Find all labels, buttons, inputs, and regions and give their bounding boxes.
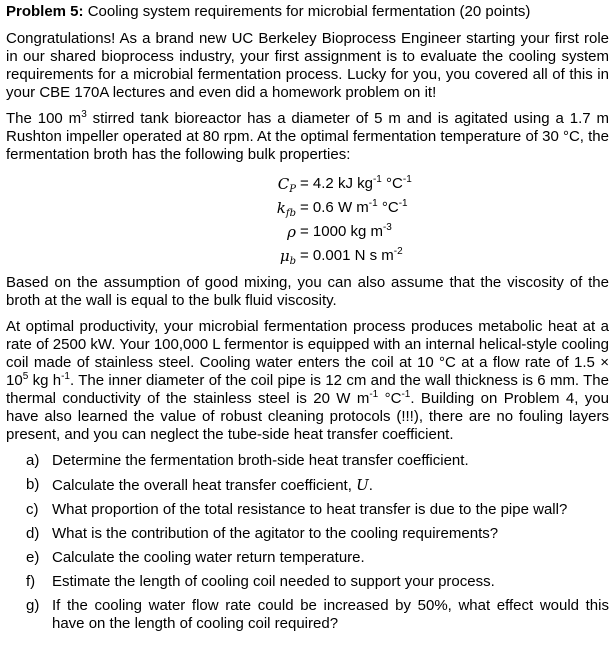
productivity-text-5: . Building on Problem 4, you have also learned the value of robust cleaning protocols (!!!), there are no fouling layers present, and you can neglect the tube-side heat transfer coefficient. <box>6 390 609 443</box>
question-tail: . <box>368 477 373 494</box>
question-label: f) <box>26 573 36 590</box>
property-symbol: ρ <box>287 223 296 241</box>
question-list <box>6 452 609 633</box>
question-label: e) <box>26 549 40 566</box>
question-text: Calculate the overall heat transfer coefficient, <box>52 477 357 494</box>
question-text: What proportion of the total resistance to heat transfer is due to the pipe wall? <box>52 501 568 518</box>
problem-heading <box>6 3 609 21</box>
question-label: b) <box>26 476 40 493</box>
question-text: Calculate the cooling water return temperature. <box>52 549 365 566</box>
question-f <box>6 573 609 591</box>
question-b <box>6 476 609 495</box>
productivity-text-1: At optimal productivity, your microbial fermentation process produces metabolic heat at a rate of 2500 kW. Your 100,000 L fermentor is equipped with an internal helical-style cooling coil made of stainless steel. Cooling water enters the coil at 10 °C at a flow rate of 1.5 × 10 <box>6 318 609 389</box>
property-density <box>6 220 609 244</box>
question-a <box>6 452 609 470</box>
question-e <box>6 549 609 567</box>
question-label: c) <box>26 501 39 518</box>
properties-list <box>6 172 609 268</box>
question-label: a) <box>26 452 40 469</box>
property-viscosity <box>6 244 609 268</box>
property-value: = 4.2 kJ $kg^{-1}$ $^\circ C^{-1}$ <box>300 174 412 192</box>
setup-sup-1: 3 <box>81 109 87 120</box>
question-text: What is the contribution of the agitator to the cooling requirements? <box>52 525 499 542</box>
property-value: = 1000 kg $m^{-3}$ <box>300 222 392 240</box>
question-g <box>6 597 609 633</box>
problem-title: Cooling system requirements for microbial fermentation (20 points) <box>83 3 531 20</box>
productivity-sup: -1 <box>369 389 379 400</box>
property-thermal-conductivity <box>6 196 609 220</box>
assumption-paragraph: Based on the assumption of good mixing, you can also assume that the viscosity of the broth at the wall is equal to the bulk fluid viscosity. <box>6 274 609 309</box>
setup-text-2: stirred tank bioreactor has a diameter of 5 m and is agitated using a 1.7 m Rushton impeller operated at 80 rpm. At the optimal fermentation temperature of 30 °C, the fermentation broth has the following bulk properties: <box>6 110 609 163</box>
productivity-paragraph <box>6 318 609 444</box>
intro-paragraph: Congratulations! As a brand new UC Berkeley Bioprocess Engineer starting your first role in our shared bioprocess industry, your first assignment is to evaluate the cooling system requirements for a microbial fermentation process. Lucky for you, you covered all of this in your CBE 170A lectures and even did a homework problem on it! <box>6 30 609 101</box>
property-heat-capacity <box>6 172 609 196</box>
property-symbol: $\mu_b$ <box>279 247 296 267</box>
property-value: = 0.6 W $m^{-1}$ $^\circ C^{-1}$ <box>300 198 408 216</box>
question-text: Estimate the length of cooling coil needed to support your process. <box>52 573 495 590</box>
question-label: g) <box>26 597 40 614</box>
productivity-text-4: °C <box>378 390 402 407</box>
productivity-text-2: kg h <box>28 372 62 389</box>
property-value: = 0.001 N s $m^{-2}$ <box>300 246 403 264</box>
property-symbol: $C_P$ <box>277 175 296 195</box>
question-c <box>6 501 609 519</box>
question-d <box>6 525 609 543</box>
question-text: If the cooling water flow rate could be increased by 50%, what effect would this have on the length of cooling coil required? <box>52 597 609 632</box>
property-symbol: $k_{fb}$ <box>276 199 296 219</box>
question-text: Determine the fermentation broth-side heat transfer coefficient. <box>52 452 469 469</box>
productivity-text-3: . The inner diameter of the coil pipe is 12 cm and the wall thickness is 6 mm. The thermal conductivity of the stainless steel is 20 W m <box>6 372 609 407</box>
problem-label: Problem 5: <box>6 3 84 20</box>
productivity-sup: 5 <box>22 371 29 382</box>
question-label: d) <box>26 525 40 542</box>
productivity-sup: -1 <box>401 389 411 400</box>
productivity-sup: -1 <box>61 371 70 382</box>
setup-paragraph <box>6 110 609 164</box>
setup-text-1: The 100 m <box>6 110 82 127</box>
question-symbol: U <box>356 476 369 494</box>
